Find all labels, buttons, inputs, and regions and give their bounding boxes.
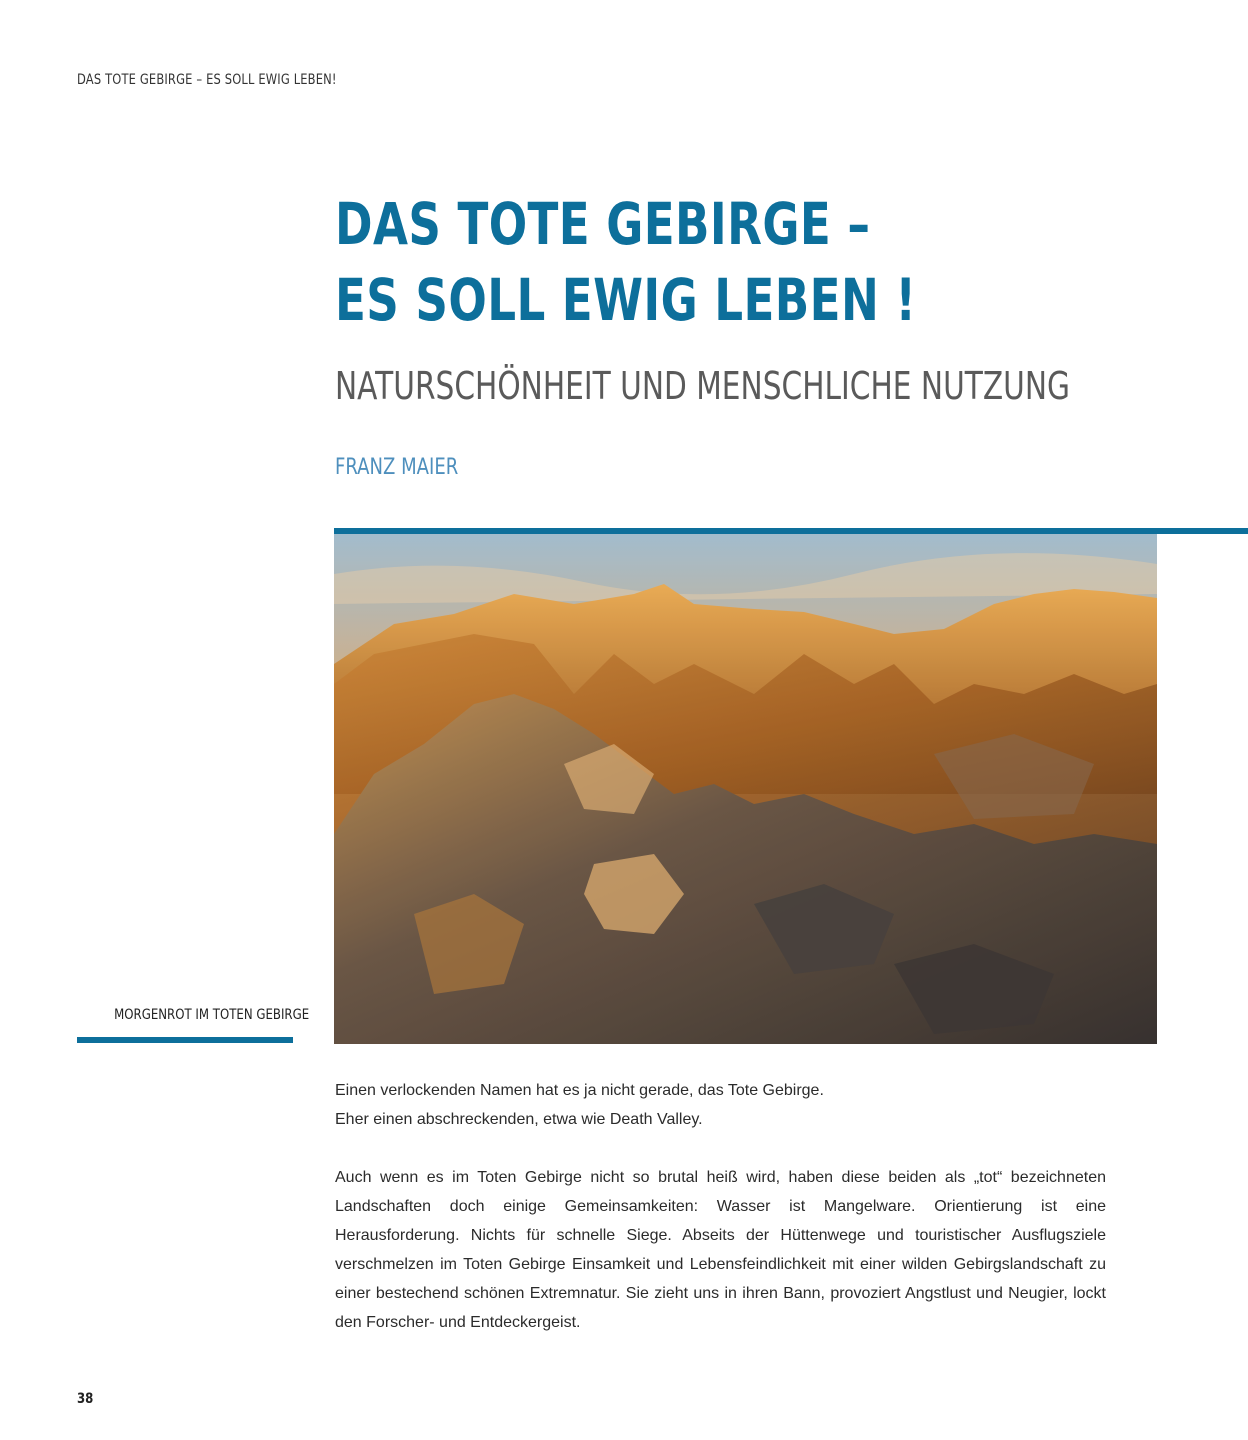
article-title [335,186,1195,338]
caption-rule [77,1037,293,1043]
page-number: 38 [77,1391,94,1407]
article-subtitle: NATURSCHÖNHEIT UND MENSCHLICHE NUTZUNG [335,364,1071,408]
paragraph-intro-line-2: Eher einen abschreckenden, etwa wie Death Valley. [335,1111,703,1128]
title-line-1: DAS TOTE GEBIRGE – [335,190,871,258]
running-header: DAS TOTE GEBIRGE – ES SOLL EWIG LEBEN! [77,72,337,88]
title-line-2: ES SOLL EWIG LEBEN ! [335,266,917,334]
paragraph-intro [335,1076,1106,1134]
paragraph-intro-line-1: Einen verlockenden Namen hat es ja nicht gerade, das Tote Gebirge. [335,1082,824,1099]
article-body [335,1076,1106,1366]
image-caption [77,1006,310,1024]
image-caption-text: MORGENROT IM TOTEN GEBIRGE [114,1007,310,1023]
article-author: FRANZ MAIER [335,455,459,480]
paragraph-main: Auch wenn es im Toten Gebirge nicht so brutal heiß wird, haben diese beiden als „tot“ bezeichneten Landschaften doch einige Gemeinsamkeiten: Wasser ist Mangelware. Orientierung ist eine Herausforderung. Nichts für schnelle Siege. Abseits der Hüttenwege und touristischer Ausflugsziele verschmelzen im Toten Gebirge Einsamkeit und Lebensfeindlichkeit mit einer wilden Gebirgslandschaft zu einer bestechend schönen Extremnatur. Sie zieht uns in ihren Bann, provoziert Angstlust und Neugier, lockt den Forscher- und Entdeckergeist. [335,1169,1106,1331]
mountain-photo [334,534,1157,1044]
